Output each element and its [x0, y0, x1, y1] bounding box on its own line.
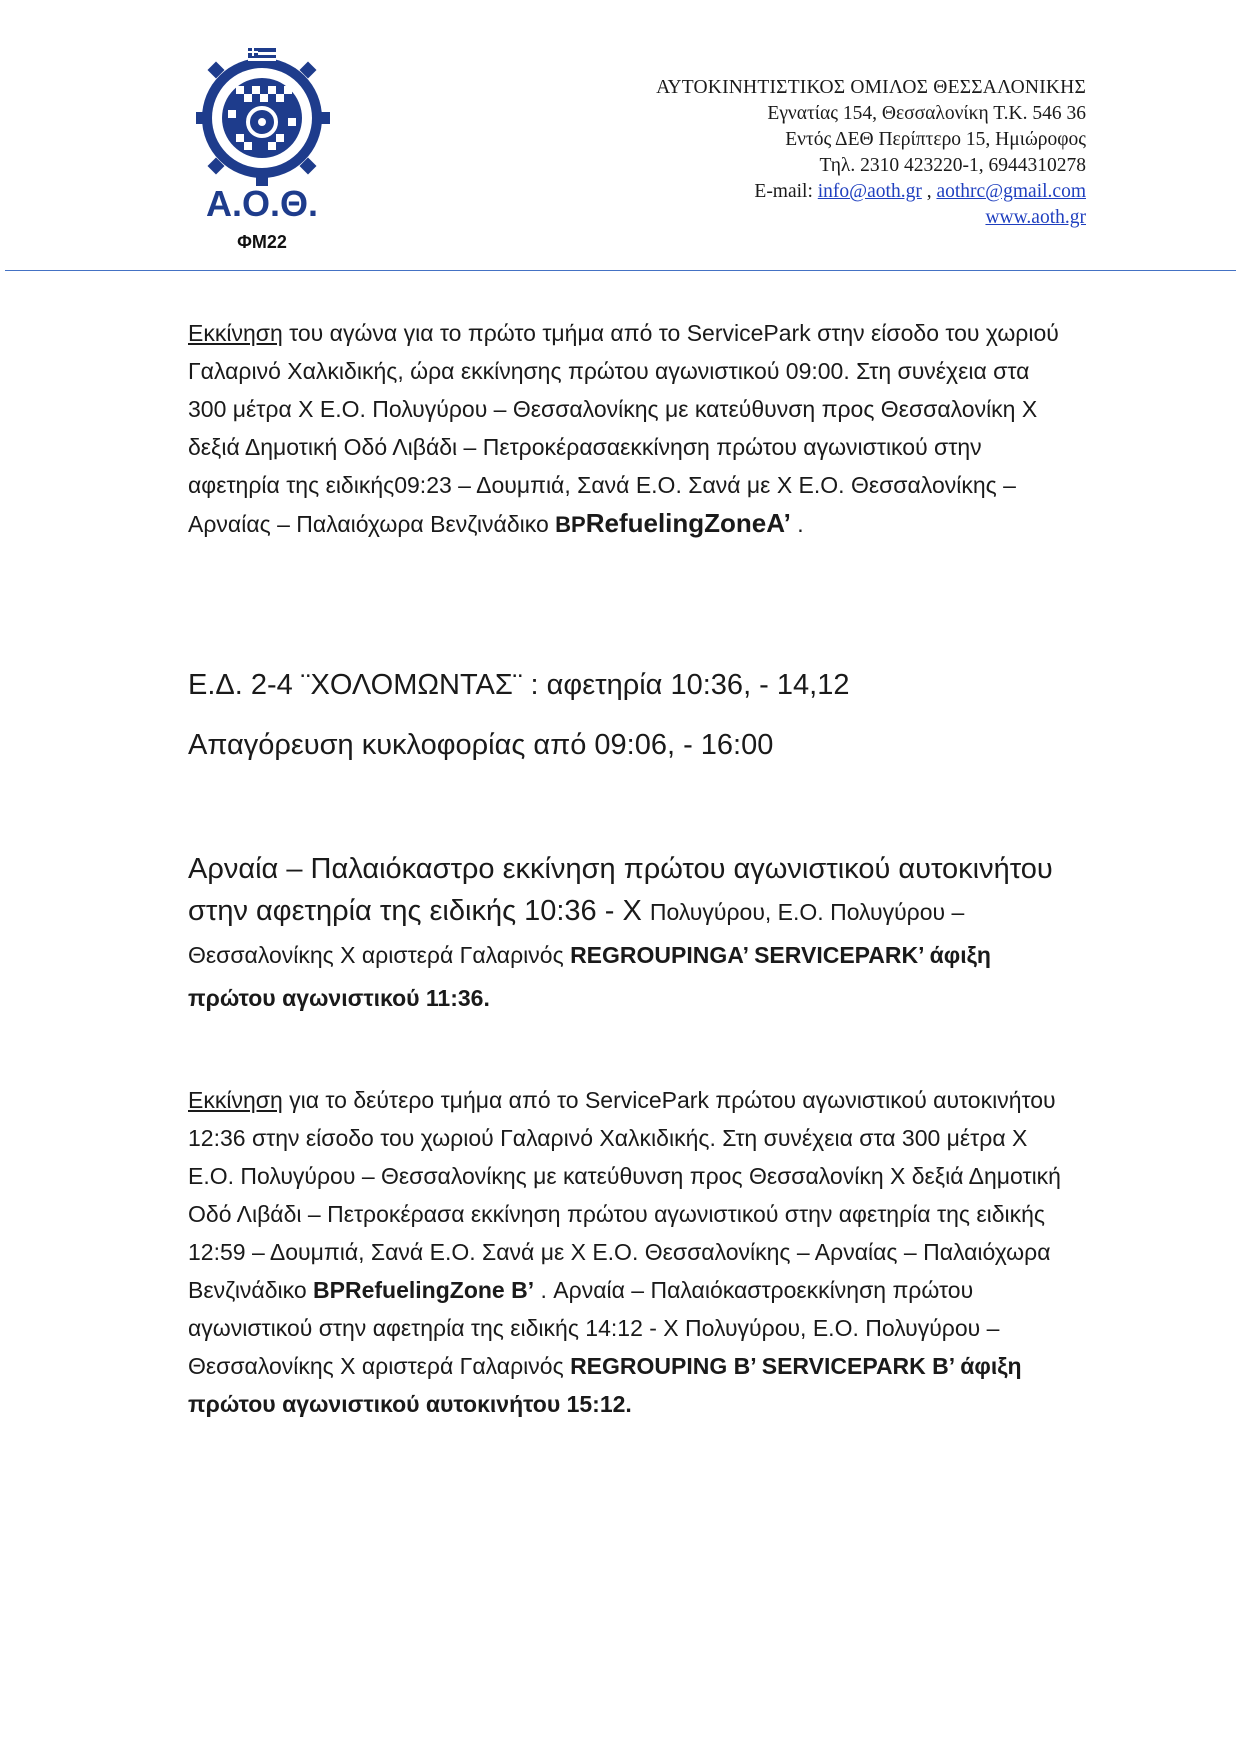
- club-logo: [196, 46, 336, 261]
- section-first-leg: [188, 314, 1068, 544]
- traffic-ban: Απαγόρευση κυκλοφορίας από 09:06, - 16:00: [188, 729, 774, 761]
- logo-code: ΦΜ22: [237, 232, 287, 252]
- address-line-1: Εγνατίας 154, Θεσσαλονίκη Τ.Κ. 546 36: [767, 103, 1086, 124]
- svg-text:Α.Ο.Θ.: Α.Ο.Θ.: [205, 183, 319, 224]
- second-leg-lead: Εκκίνηση: [188, 1087, 283, 1113]
- arnaia-regrouping: REGROUPINGA’ SERVICEPARK’ άφιξη πρώτου αγωνιστικού 11:36.: [188, 942, 991, 1011]
- website-link[interactable]: www.aoth.gr: [985, 207, 1086, 228]
- second-leg-text: για το δεύτερο τμήμα από το ServicePark πρώτου αγωνιστικού αυτοκινήτου 12:36 στην είσοδο του χωριού Γαλαρινό Χαλκιδικής. Στη συνέχεια στα 300 μέτρα Χ Ε.Ο. Πολυγύρου – Θεσσαλονίκης με κατεύθυνση προς Θεσσαλονίκη Χ δεξιά Δημοτική Οδό Λιβάδι – Πετροκέρασα εκκίνηση πρώτου αγωνιστικού στην αφετηρία της ειδικής 12:59 – Δουμπιά, Σανά Ε.Ο. Σανά με Χ Ε.Ο. Θεσσαλονίκης – Αρναίας – Παλαιόχωρα Βενζινάδικο: [188, 1087, 1061, 1303]
- header-divider: [5, 270, 1236, 271]
- first-leg-bp: BP: [555, 512, 586, 537]
- email-label: E-mail:: [754, 181, 818, 202]
- address-line-2: Εντός ΔΕΘ Περίπτερο 15, Ημιώροφος: [785, 129, 1086, 150]
- arnaia-route: Πολυγύρου, Ε.Ο. Πολυγύρου – Θεσσαλονίκης Χ αριστερά Γαλαρινός: [188, 899, 965, 968]
- second-leg-paragraph: [188, 1081, 1068, 1423]
- email-separator: ,: [921, 181, 937, 202]
- phone-line: Τηλ. 2310 423220-1, 6944310278: [819, 155, 1086, 176]
- section-arnaia: [188, 848, 1068, 1019]
- arnaia-text: Αρναία – Παλαιόκαστρο εκκίνηση πρώτου αγωνιστικού αυτοκινήτου στην αφετηρία της ειδικής 10:36 - Χ: [188, 853, 1053, 927]
- second-leg-refueling-zone: BPRefuelingZone B’: [313, 1277, 535, 1303]
- arnaia-paragraph: [188, 848, 1068, 1019]
- first-leg-text: του αγώνα για το πρώτο τμήμα από το ServicePark στην είσοδο του χωριού Γαλαρινό Χαλκιδικής, ώρα εκκίνησης πρώτου αγωνιστικού 09:00. Στη συνέχεια στα 300 μέτρα Χ Ε.Ο. Πολυγύρου – Θεσσαλονίκης με κατεύθυνση προς Θεσσαλονίκη Χ δεξιά Δημοτική Οδό Λιβάδι – Πετροκέρασαεκκίνηση πρώτου αγωνιστικού στην αφετηρία της ειδικής09:23 – Δουμπιά, Σανά Ε.Ο. Σανά με Χ Ε.Ο. Θεσσαλονίκης – Αρναίας – Παλαιόχωρα Βενζινάδικο: [188, 320, 1059, 537]
- second-leg-text-2: . Αρναία – Παλαιόκαστροεκκίνηση πρώτου αγωνιστικού στην αφετηρία της ειδικής 14:12 - Χ Πολυγύρου, Ε.Ο. Πολυγύρου – Θεσσαλονίκης Χ αριστερά Γαλαρινός: [188, 1277, 1000, 1379]
- contact-header: [656, 75, 1086, 231]
- special-stage-start: Ε.Δ. 2-4 ¨ΧΟΛΟΜΩΝΤΑΣ¨ : αφετηρία 10:36, - 14,12: [188, 669, 850, 701]
- organization-name: ΑΥΤΟΚΙΝΗΤΙΣΤΙΚΟΣ ΟΜΙΛΟΣ ΘΕΣΣΑΛΟΝΙΚΗΣ: [656, 77, 1086, 98]
- second-leg-regrouping: REGROUPING B’ SERVICEPARK B’ άφιξη πρώτου αγωνιστικού αυτοκινήτου 15:12.: [188, 1353, 1022, 1417]
- first-leg-tail: .: [790, 511, 804, 537]
- email-link-info[interactable]: info@aoth.gr: [817, 181, 922, 202]
- section-special-stage: [188, 665, 1068, 765]
- email-line: [656, 179, 1086, 205]
- club-emblem-icon: [196, 46, 332, 226]
- section-second-leg: [188, 1081, 1068, 1423]
- first-leg-lead: Εκκίνηση: [188, 320, 283, 346]
- first-leg-refueling-zone: RefuelingZoneA’: [585, 508, 791, 538]
- first-leg-paragraph: [188, 314, 1068, 544]
- email-link-aothrc[interactable]: aothrc@gmail.com: [936, 181, 1086, 202]
